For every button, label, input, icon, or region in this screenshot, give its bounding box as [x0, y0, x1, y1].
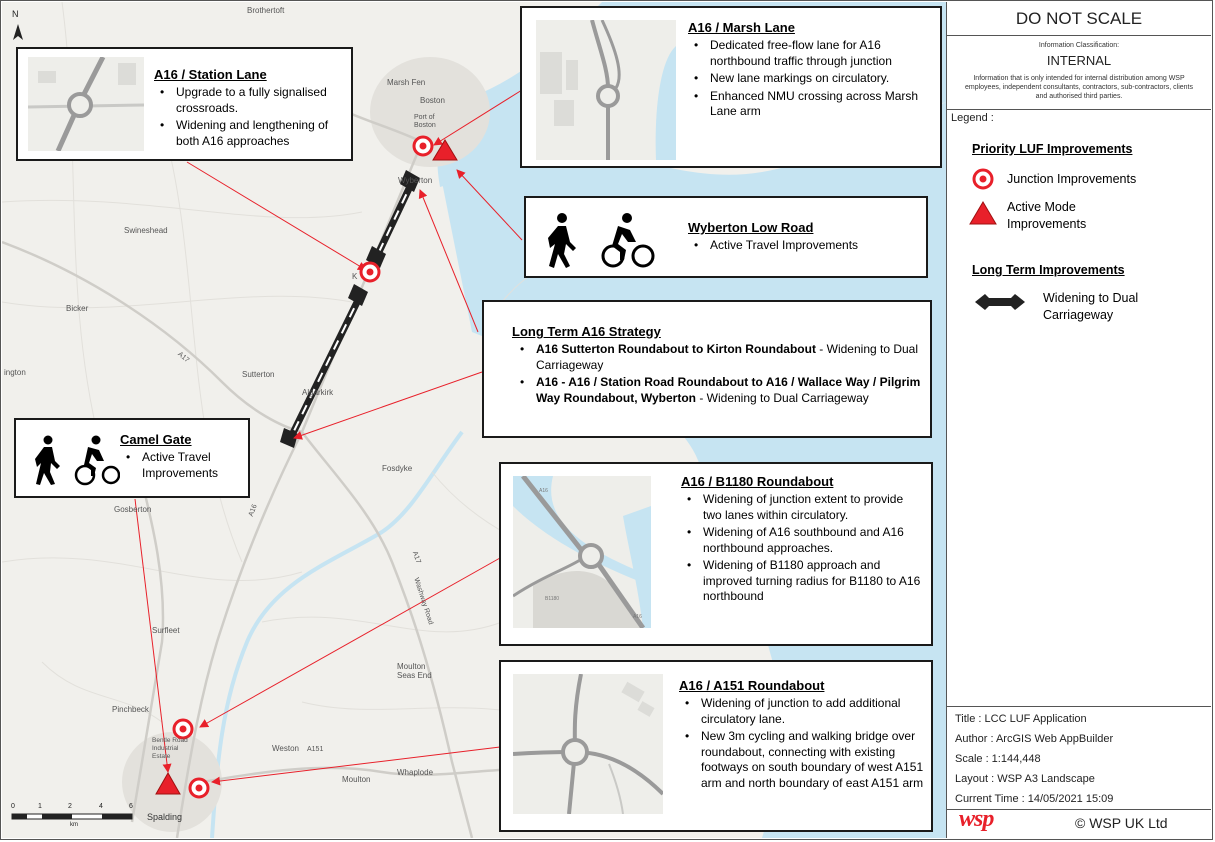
- widening-legend-icon: [973, 291, 1027, 313]
- map-area[interactable]: [2, 2, 946, 838]
- road-a17-west: [2, 242, 302, 432]
- callout-b1180-title: A16 / B1180 Roundabout: [681, 474, 834, 489]
- scale-tick-0: 0: [11, 803, 15, 810]
- place-weston: Weston: [272, 744, 299, 753]
- north-arrow-icon: [13, 24, 23, 40]
- place-gosberton: Gosberton: [114, 505, 152, 514]
- place-brothertoft: Brothertoft: [247, 6, 285, 15]
- place-marsh-fen: Marsh Fen: [387, 78, 426, 87]
- place-wyberton: Wyberton: [398, 176, 433, 185]
- place-algarkirk: Algarkirk: [302, 388, 334, 397]
- info-scale: Scale : 1:144,448: [955, 753, 1041, 765]
- callout-a151: [499, 660, 933, 832]
- do-not-scale-box: [947, 2, 1211, 36]
- callout-b1180-bullet: • Widening of B1180 approach and improved turning radius for B1180 to A16 northbound: [703, 558, 921, 605]
- road-a17-west-label: A17: [176, 350, 191, 365]
- callout-long-term-title: Long Term A16 Strategy: [512, 324, 661, 339]
- place-swineshead: Swineshead: [124, 226, 168, 235]
- place-ington: ington: [4, 368, 26, 377]
- scale-tick-1: 1: [38, 803, 42, 810]
- callout-wyberton-bullet: • Active Travel Improvements: [710, 238, 924, 254]
- do-not-scale: DO NOT SCALE: [1015, 9, 1143, 28]
- dual-carriageway-south: [280, 284, 368, 448]
- place-ind-estate: Bentle Road Industrial Estate: [152, 737, 188, 760]
- place-moulton: Moulton: [342, 775, 371, 784]
- road-a17-label: A17: [410, 550, 422, 565]
- callout-long-term: [482, 300, 932, 438]
- thumb-marsh-lane: [536, 20, 676, 160]
- copyright: © WSP UK Ltd: [1075, 815, 1168, 831]
- callout-long-term-bullet: • A16 - A16 / Station Road Roundabout to A16 / Wallace Way / Pilgrim Way Roundabout, Wyberton - Widening to Dual Carriageway: [536, 375, 926, 406]
- legend-panel: [946, 2, 1211, 838]
- scale-bar: [12, 814, 132, 819]
- callout-marsh-lane-title: A16 / Marsh Lane: [688, 20, 795, 35]
- legend-label: Legend :: [951, 112, 994, 124]
- road-washway-label: Washway Road: [412, 577, 435, 626]
- walking-cycling-icon: [540, 208, 660, 268]
- wsp-logo: wsp: [959, 806, 994, 832]
- callout-wyberton-title: Wyberton Low Road: [688, 220, 814, 235]
- active-mode-legend-icon: [969, 200, 997, 226]
- place-moulton-seas-end: Moulton Seas End: [397, 662, 432, 680]
- junction-marker-station-lane[interactable]: [361, 263, 379, 281]
- callout-station-lane-bullet: • Widening and lengthening of both A16 approaches: [176, 118, 350, 149]
- callout-marsh-lane-bullet: • New lane markings on circulatory.: [710, 71, 938, 87]
- callout-a151-title: A16 / A151 Roundabout: [679, 678, 825, 693]
- thumb-station-lane: [28, 57, 144, 151]
- callout-station-lane: [16, 47, 353, 161]
- legend-junction: Junction Improvements: [1007, 172, 1137, 186]
- callout-marsh-lane-bullet: • Dedicated free-flow lane for A16 northbound traffic through junction: [710, 38, 938, 69]
- info-time: Current Time : 14/05/2021 15:09: [955, 793, 1114, 805]
- scale-tick-2: 2: [68, 803, 72, 810]
- callout-station-lane-title: A16 / Station Lane: [154, 67, 267, 82]
- info-title: Title : LCC LUF Application: [955, 713, 1087, 725]
- callout-camel-gate-title: Camel Gate: [120, 432, 192, 447]
- legend-widening: Widening to Dual Carriageway: [1043, 291, 1139, 322]
- place-surfleet: Surfleet: [152, 626, 180, 635]
- callout-b1180-bullet: • Widening of A16 southbound and A16 northbound approaches.: [703, 525, 921, 556]
- road-a16-label: A16: [247, 503, 259, 518]
- callout-b1180: [499, 462, 933, 646]
- callout-marsh-lane-bullet: • Enhanced NMU crossing across Marsh Lane arm: [710, 89, 938, 120]
- junction-legend-icon: [971, 167, 995, 191]
- thumb-b1180: [513, 476, 651, 628]
- thumb-a151: [513, 674, 663, 814]
- place-kirton: K: [352, 272, 358, 281]
- legend-long-term-title: Long Term Improvements: [972, 263, 1125, 277]
- callout-station-lane-bullet: • Upgrade to a fully signalised crossroads.: [176, 85, 350, 116]
- road-a151-label: A151: [307, 746, 324, 753]
- walking-cycling-icon: [28, 432, 120, 486]
- info-author: Author : ArcGIS Web AppBuilder: [955, 733, 1114, 745]
- classification-desc: Information that is only intended for internal distribution among WSP employees, independent consultants, contractors, sub-contractors, clients and authorised third parties.: [964, 75, 1193, 100]
- thumb-label: A16: [539, 488, 548, 494]
- legend-priority-title: Priority LUF Improvements: [972, 142, 1133, 156]
- classification: INTERNAL: [1046, 53, 1112, 68]
- callout-a151-bullet: • New 3m cycling and walking bridge over roundabout, connecting with existing footways on south boundary of west A151 arm and north boundary of east A151 arm: [701, 729, 929, 791]
- scale-tick-6: 6: [129, 803, 133, 810]
- north-label: N: [12, 9, 19, 19]
- info-layout: Layout : WSP A3 Landscape: [955, 773, 1095, 785]
- junction-marker-marsh-lane[interactable]: [414, 137, 432, 155]
- junction-marker-b1180[interactable]: [174, 720, 192, 738]
- info-box: [947, 706, 1211, 810]
- classification-label: Information Classification:: [1038, 42, 1120, 49]
- classification-box: [947, 36, 1211, 110]
- place-bicker: Bicker: [66, 304, 89, 313]
- scale-tick-4: 4: [99, 803, 103, 810]
- road-a17-line: [302, 432, 472, 838]
- thumb-label: A16: [633, 614, 642, 620]
- callout-marsh-lane: [520, 6, 942, 168]
- place-whaplode: Whaplode: [397, 768, 434, 777]
- place-pinchbeck: Pinchbeck: [112, 705, 149, 714]
- scale-unit: km: [70, 822, 78, 828]
- place-spalding: Spalding: [147, 812, 183, 822]
- place-sutterton: Sutterton: [242, 370, 275, 379]
- legend-active-mode: Active Mode Improvements: [1007, 200, 1087, 231]
- callout-b1180-bullet: • Widening of junction extent to provide two lanes within circulatory.: [703, 492, 921, 523]
- thumb-label: B1180: [545, 596, 560, 602]
- callout-camel-gate: [14, 418, 250, 498]
- junction-marker-a151[interactable]: [190, 779, 208, 797]
- callout-wyberton: [524, 196, 928, 278]
- place-port: Port of Boston: [414, 114, 436, 129]
- place-fosdyke: Fosdyke: [382, 464, 413, 473]
- callout-camel-gate-bullet: • Active Travel Improvements: [142, 450, 248, 481]
- callout-long-term-bullet: • A16 Sutterton Roundabout to Kirton Roundabout - Widening to Dual Carriageway: [536, 342, 926, 373]
- place-boston: Boston: [420, 96, 445, 105]
- callout-a151-bullet: • Widening of junction to add additional circulatory lane.: [701, 696, 929, 727]
